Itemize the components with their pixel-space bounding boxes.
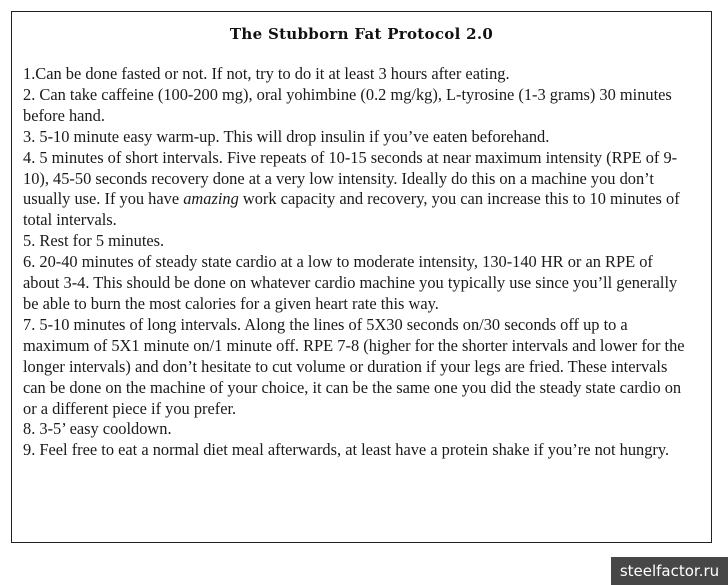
document-title: The Stubborn Fat Protocol 2.0 [229, 25, 494, 43]
protocol-list [23, 64, 693, 461]
protocol-item-4-text-before: 4. 5 minutes of short intervals. Five repeats of 10-15 seconds at near maximum intensity (RPE of 9-10), 45-50 seconds recovery done at a very low intensity. Ideally do this on a machine you don’t usually use. If you have [23, 147, 678, 209]
protocol-item-4-emphasis: amazing [183, 189, 239, 209]
protocol-box [11, 11, 712, 543]
protocol-item-4 [23, 148, 693, 232]
protocol-item-4-text-after: work capacity and recovery, you can increase this to 10 minutes of total intervals. [23, 189, 680, 230]
protocol-item-1: 1.Can be done fasted or not. If not, try to do it at least 3 hours after eating. [23, 64, 510, 83]
protocol-item-9: 9. Feel free to eat a normal diet meal afterwards, at least have a protein shake if you’re not hungry. [23, 440, 670, 460]
protocol-item-6: 6. 20-40 minutes of steady state cardio at a low to moderate intensity, 130-140 HR or an RPE of about 3-4. This should be done on whatever cardio machine you typically use since you’ll generally be able to burn the most calories for a given heart rate this way. [23, 252, 678, 313]
protocol-item-8: 8. 3-5’ easy cooldown. [23, 419, 172, 439]
protocol-item-5: 5. Rest for 5 minutes. [23, 231, 165, 251]
protocol-item-3: 3. 5-10 minute easy warm-up. This will drop insulin if you’ve eaten beforehand. [23, 126, 550, 146]
protocol-item-2: 2. Can take caffeine (100-200 mg), oral yohimbine (0.2 mg/kg), L-tyrosine (1-3 grams) 30 minutes before hand. [23, 84, 672, 125]
protocol-item-7: 7. 5-10 minutes of long intervals. Along the lines of 5X30 seconds on/30 seconds off up to a maximum of 5X1 minute on/1 minute off. RPE 7-8 (higher for the shorter intervals and lower for the longer intervals) and don’t hesitate to cut volume or duration if your legs are fried. These intervals can be done on the machine of your choice, it can be the same one you did the steady state cardio on or a different piece if you prefer. [23, 314, 685, 418]
watermark-badge: steelfactor.ru [611, 557, 728, 585]
